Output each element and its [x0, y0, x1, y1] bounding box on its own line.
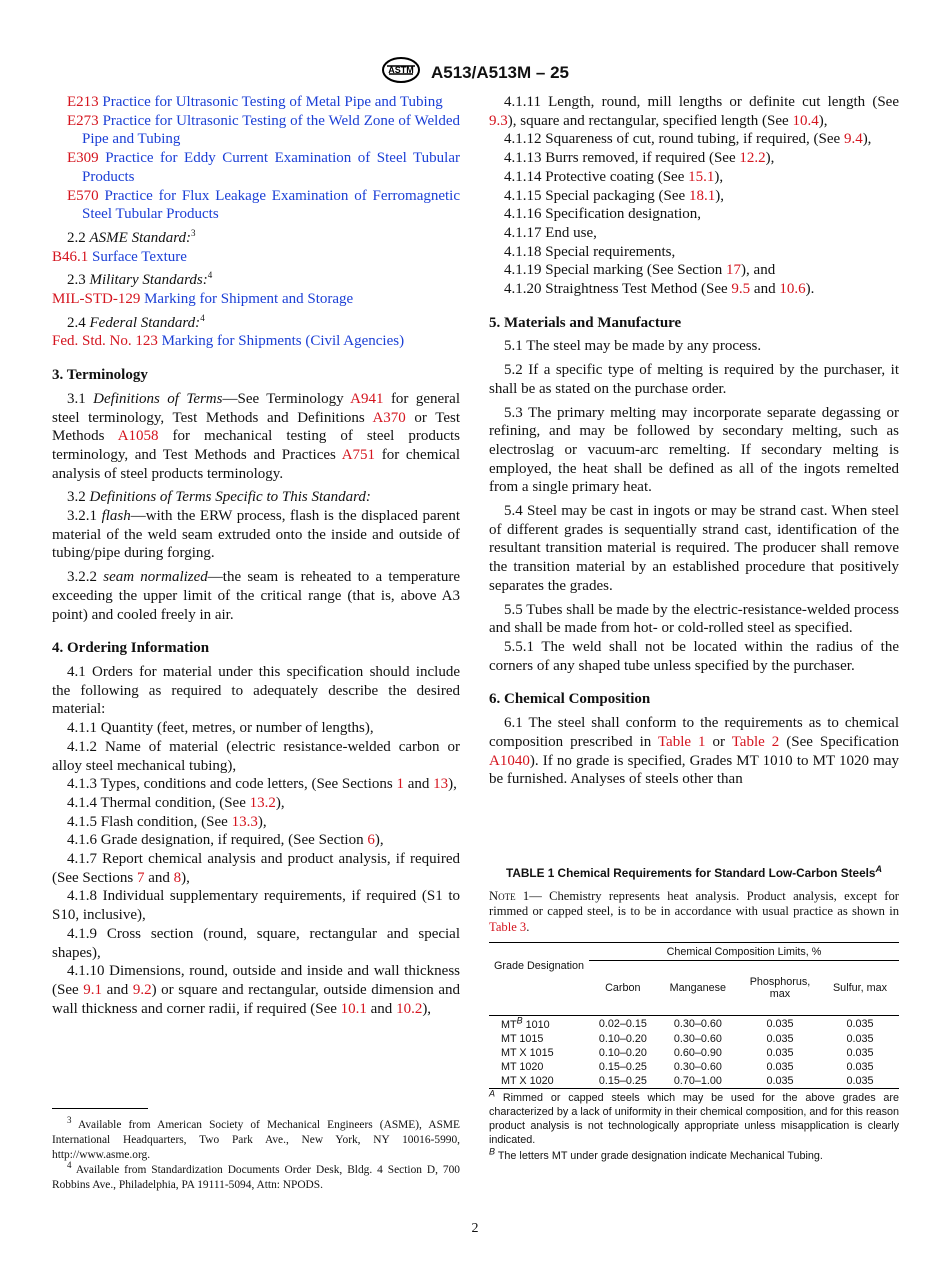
footnote-4: $^4$ Available from Standardization Documents Order Desk, Bldg. 4 Section D, 700 Robbins Ave., Philadelphia, PA 19111-5094, Attn: NPODS. — [52, 1160, 460, 1191]
reference-link[interactable]: 6 — [367, 832, 375, 849]
reference-item — [52, 149, 460, 186]
table-row: MT X 1020 0.15–0.25 0.70–1.00 0.035 0.035 — [489, 1074, 899, 1089]
list-item: 4.1.7 Report chemical analysis and product analysis, if required (See Sections 7 and 8), — [52, 851, 460, 886]
list-item: 4.1.15 Special packaging (See 18.1), — [504, 187, 724, 204]
section-heading-chemical: 6. Chemical Composition — [489, 691, 651, 708]
reference-title[interactable]: Surface Texture — [92, 248, 187, 265]
paragraph-3-2-2: 3.2.2 seam normalized—the seam is reheated to a temperature exceeding the upper limit of the critical range (that is, above A3 point) and cooled freely in air. — [52, 569, 461, 623]
reference-link[interactable]: MIL-STD-129 — [52, 291, 141, 308]
reference-link[interactable]: 9.4 — [843, 131, 863, 148]
right-column — [489, 93, 899, 789]
reference-item — [52, 248, 460, 267]
page-header — [0, 56, 950, 89]
subsection-2-2: 2.2 ASME Standard:$^3$ — [67, 227, 196, 246]
reference-title[interactable]: Marking for Shipments (Civil Agencies) — [161, 333, 405, 350]
section-heading-materials: 5. Materials and Manufacture — [489, 314, 682, 331]
reference-title[interactable]: Marking for Shipment and Storage — [144, 291, 354, 308]
chemical-requirements-table — [489, 942, 899, 1089]
table-footnote-b: $^B$ The letters MT under grade designation indicate Mechanical Tubing. — [489, 1146, 823, 1163]
reference-title[interactable]: Practice for Ultrasonic Testing of Metal Pipe and Tubing — [102, 94, 443, 110]
document-designation: A513/A513M – 25 — [431, 62, 569, 82]
reference-item — [52, 112, 460, 149]
table-row: MT 1015 0.10–0.20 0.30–0.60 0.035 0.035 — [501, 1033, 874, 1046]
left-column — [52, 93, 460, 1018]
reference-item — [52, 332, 460, 351]
table-row: MT X 1015 0.10–0.20 0.60–0.90 0.035 0.035 — [501, 1047, 874, 1060]
reference-link[interactable]: A751 — [341, 446, 376, 463]
paragraph-4-1: 4.1 Orders for material under this specification should include the following as required to adequately describe the desired material: — [52, 663, 460, 718]
footnote-divider — [52, 1108, 148, 1109]
paragraph-5-3: 5.3 The primary melting may incorporate separate degassing or refining, and may be followed by secondary melting, such as electroslag or vacuum-arc remelting. If secondary melting is employed, the heat shall be defined as all of the ingots remelted from a single primary heat. — [489, 404, 899, 496]
section-heading-terminology: 3. Terminology — [52, 367, 148, 384]
reference-link[interactable]: E309 — [67, 150, 99, 167]
section-heading-ordering: 4. Ordering Information — [52, 640, 210, 657]
reference-link[interactable]: 10.4 — [792, 112, 819, 129]
list-item: 4.1.18 Special requirements, — [504, 243, 676, 260]
reference-item — [52, 290, 460, 309]
paragraph-3-2-1: 3.2.1 flash—with the ERW process, flash is the displaced parent material of the weld seam extruded onto the inside and outside of tubing/pipe during forging. — [52, 508, 460, 562]
reference-link[interactable]: 13.3 — [231, 813, 258, 830]
astm-logo-icon — [381, 56, 421, 89]
list-item: 4.1.13 Burrs removed, if required (See 12.2), — [504, 150, 775, 167]
list-item: 4.1.12 Squareness of cut, round tubing, if required, (See 9.4), — [504, 131, 872, 148]
reference-link[interactable]: 10.1 — [340, 1000, 367, 1017]
paragraph-5-4: 5.4 Steel may be cast in ingots or may be strand cast. When steel of different grades is sequentially strand cast, identification of the resultant transition material is required. The producer shall remove the transition material by an established procedure that positively separates the grades. — [489, 503, 899, 594]
column-header-carbon: Carbon — [605, 982, 641, 995]
reference-link[interactable]: Table 1 — [657, 733, 706, 750]
table-row: MT 1020 0.15–0.25 0.30–0.60 0.035 0.035 — [501, 1061, 874, 1074]
reference-link[interactable]: E273 — [67, 112, 99, 129]
reference-link[interactable]: Fed. Std. No. 123 — [52, 333, 158, 350]
column-header-manganese: Manganese — [669, 982, 727, 995]
reference-link[interactable]: 9.2 — [132, 981, 152, 998]
subsection-2-3: 2.3 Military Standards:$^4$ — [67, 270, 213, 289]
reference-link[interactable]: 17 — [726, 262, 742, 279]
reference-item — [52, 93, 460, 112]
list-item: 4.1.6 Grade designation, if required, (See Section 6), — [67, 832, 384, 849]
reference-title[interactable]: Practice for Eddy Current Examination of Steel Tubular Products — [82, 150, 460, 185]
reference-link[interactable]: A941 — [350, 390, 384, 407]
list-item: 4.1.11 Length, round, mill lengths or definite cut length (See 9.3), square and rectangular, specified length (See 10.4), — [489, 94, 899, 129]
table-note: Note 1— Chemistry represents heat analysis. Product analysis, except for rimmed or capped steel, is to be in accordance with usual practice as shown in Table 3. — [489, 889, 899, 934]
paragraph-5-5-1: 5.5.1 The weld shall not be located within the radius of the corners of any shaped tube unless specified by the purchaser. — [489, 638, 899, 674]
page-number: 2 — [471, 1221, 479, 1236]
reference-link[interactable]: 9.1 — [83, 981, 102, 998]
table-caption: TABLE 1 Chemical Requirements for Standard Low-Carbon Steels$^A$ — [506, 864, 882, 880]
paragraph-3-2: 3.2 Definitions of Terms Specific to This Standard: — [67, 489, 371, 506]
list-item: 4.1.14 Protective coating (See 15.1), — [504, 168, 724, 185]
reference-link[interactable]: 15.1 — [688, 168, 715, 185]
list-item: 4.1.19 Special marking (See Section 17), and — [504, 262, 776, 279]
reference-item — [52, 187, 460, 224]
list-item: 4.1.2 Name of material (electric resistance-welded carbon or alloy steel mechanical tubing), — [52, 738, 460, 774]
reference-link[interactable]: 8 — [173, 869, 182, 886]
paragraph-5-1: 5.1 The steel may be made by any process. — [504, 338, 762, 355]
reference-link[interactable]: E213 — [67, 94, 99, 110]
reference-link[interactable]: 9.3 — [489, 112, 508, 129]
paragraph-3-1: 3.1 Definitions of Terms—See Terminology A941 for general steel terminology, Test Methods and Definitions A370 or Test Methods A1058 for mechanical testing of steel products terminology, and Test Methods and Practices A751 for chemical analysis of steel products terminology. — [52, 390, 461, 482]
reference-link[interactable]: 10.2 — [396, 1000, 423, 1017]
paragraph-5-5: 5.5 Tubes shall be made by the electric-resistance-welded process and shall be made from hot- or cold-rolled steel as specified. — [489, 601, 899, 637]
reference-link[interactable]: A370 — [372, 409, 406, 426]
svg-text:ASTM: ASTM — [388, 65, 414, 75]
column-header-sulfur: Sulfur, max — [832, 982, 887, 995]
reference-link[interactable]: 10.6 — [779, 281, 806, 298]
list-item: 4.1.9 Cross section (round, square, rectangular and special shapes), — [52, 925, 460, 961]
footnotes — [52, 1115, 460, 1193]
reference-link[interactable]: 1 — [396, 776, 404, 793]
reference-link[interactable]: E570 — [67, 187, 99, 204]
list-item: 4.1.1 Quantity (feet, metres, or number of lengths), — [67, 720, 374, 737]
subsection-2-4: 2.4 Federal Standard:$^4$ — [67, 312, 205, 331]
list-item: 4.1.8 Individual supplementary requirements, if required (S1 to S10, inclusive), — [52, 888, 460, 924]
reference-link[interactable]: 18.1 — [688, 187, 716, 204]
reference-link[interactable]: Table 3 — [489, 919, 527, 934]
reference-title[interactable]: Practice for Ultrasonic Testing of the Weld Zone of Welded Pipe and Tubing — [82, 112, 460, 148]
reference-link[interactable]: 12.2 — [739, 150, 766, 167]
footnote-3: $^3$ Available from American Society of Mechanical Engineers (ASME), ASME International Headquarters, Two Park Ave., New York, NY 10016-5990, http://www.asme.org. — [52, 1115, 460, 1161]
reference-link[interactable]: B46.1 — [52, 248, 89, 265]
column-group-header: Chemical Composition Limits, % — [589, 943, 899, 961]
column-header-grade: Grade Designation — [489, 943, 589, 1016]
list-item: 4.1.4 Thermal condition, (See 13.2), — [67, 794, 285, 811]
list-item: 4.1.16 Specification designation, — [504, 206, 702, 223]
reference-link[interactable]: 13 — [433, 776, 449, 793]
reference-link[interactable]: 13.2 — [249, 794, 276, 811]
paragraph-5-2: 5.2 If a specific type of melting is required by the purchaser, it shall be as stated on the purchase order. — [489, 362, 899, 397]
table-row: $MT^B$ 1010 0.02–0.15 0.30–0.60 0.035 0.035 — [501, 1015, 874, 1032]
list-item: 4.1.20 Straightness Test Method (See 9.5 and 10.6). — [504, 281, 815, 298]
list-item: 4.1.5 Flash condition, (See 13.3), — [67, 813, 267, 830]
reference-link[interactable]: 7 — [136, 869, 145, 886]
reference-link[interactable]: 9.5 — [731, 281, 751, 298]
list-item: 4.1.3 Types, conditions and code letters, (See Sections 1 and 13), — [67, 776, 457, 793]
reference-title[interactable]: Practice for Flux Leakage Examination of Ferromagnetic Steel Tubular Products — [82, 187, 460, 223]
paragraph-6-1: 6.1 The steel shall conform to the requirements as to chemical composition prescribed in Table 1 or Table 2 (See Specification A1040). If no grade is specified, Grades MT 1010 to MT 1020 may be furnished. Analyses of steels other than — [489, 715, 899, 788]
list-item: 4.1.17 End use, — [504, 224, 597, 241]
reference-link[interactable]: A1058 — [117, 428, 159, 445]
table-1 — [489, 866, 899, 1163]
reference-link[interactable]: Table 2 — [731, 733, 780, 750]
reference-link[interactable]: A1040 — [489, 752, 530, 769]
table-footnote-a: $^A$ Rimmed or capped steels which may be used for the above grades are characterized by a lack of uniformity in their chemical composition, and for this reason product analysis is not technologically appropriate unless misapplication is clearly indicated. — [489, 1088, 900, 1147]
list-item: 4.1.10 Dimensions, round, outside and inside and wall thickness (See 9.1 and 9.2) or square and rectangular, outside dimension and wall thickness and corner radii, if required (See 10.1 and 10.2), — [52, 963, 460, 1017]
column-header-phosphorus: Phosphorus, max — [749, 976, 811, 1001]
